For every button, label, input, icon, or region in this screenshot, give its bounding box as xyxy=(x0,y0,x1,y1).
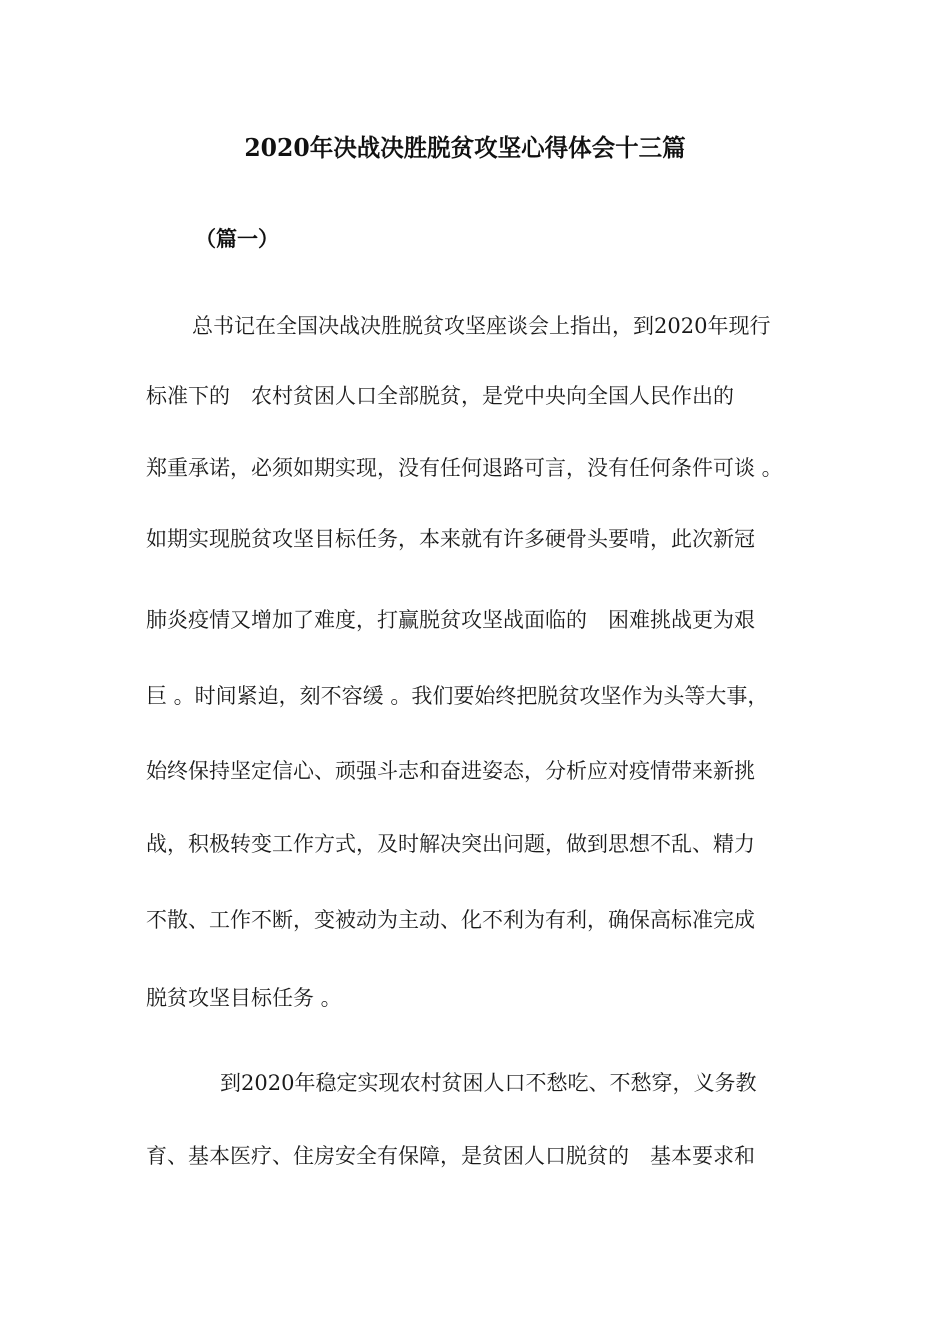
paragraph-line: 始终保持坚定信心、顽强斗志和奋进姿态，分析应对疫情带来新挑 xyxy=(146,759,755,783)
paragraph-line: 到2020年稳定实现农村贫困人口不愁吃、不愁穿，义务教 xyxy=(220,1071,757,1095)
paragraph-line: 如期实现脱贫攻坚目标任务，本来就有许多硬骨头要啃，此次新冠 xyxy=(146,527,755,551)
paragraph-line: 标准下的 农村贫困人口全部脱贫，是党中央向全国人民作出的 xyxy=(146,384,734,408)
paragraph-line: 脱贫攻坚目标任务 。 xyxy=(146,986,342,1010)
paragraph-line: 不散、工作不断，变被动为主动、化不利为有利，确保高标准完成 xyxy=(146,908,755,932)
paragraph-line: 战，积极转变工作方式，及时解决突出问题，做到思想不乱、精力 xyxy=(146,832,755,856)
paragraph-line: 总书记在全国决战决胜脱贫攻坚座谈会上指出，到2020年现行 xyxy=(192,314,771,338)
document-title: 2020年决战决胜脱贫攻坚心得体会十三篇 xyxy=(244,133,686,162)
paragraph-line: 肺炎疫情又增加了难度，打赢脱贫攻坚战面临的 困难挑战更为艰 xyxy=(146,608,755,632)
section-heading: （篇一） xyxy=(195,226,279,251)
paragraph-line: 育、基本医疗、住房安全有保障，是贫困人口脱贫的 基本要求和 xyxy=(146,1144,755,1168)
paragraph-line: 郑重承诺，必须如期实现，没有任何退路可言，没有任何条件可谈 。 xyxy=(146,456,783,480)
paragraph-line: 巨 。时间紧迫，刻不容缓 。我们要始终把脱贫攻坚作为头等大事， xyxy=(146,684,769,708)
